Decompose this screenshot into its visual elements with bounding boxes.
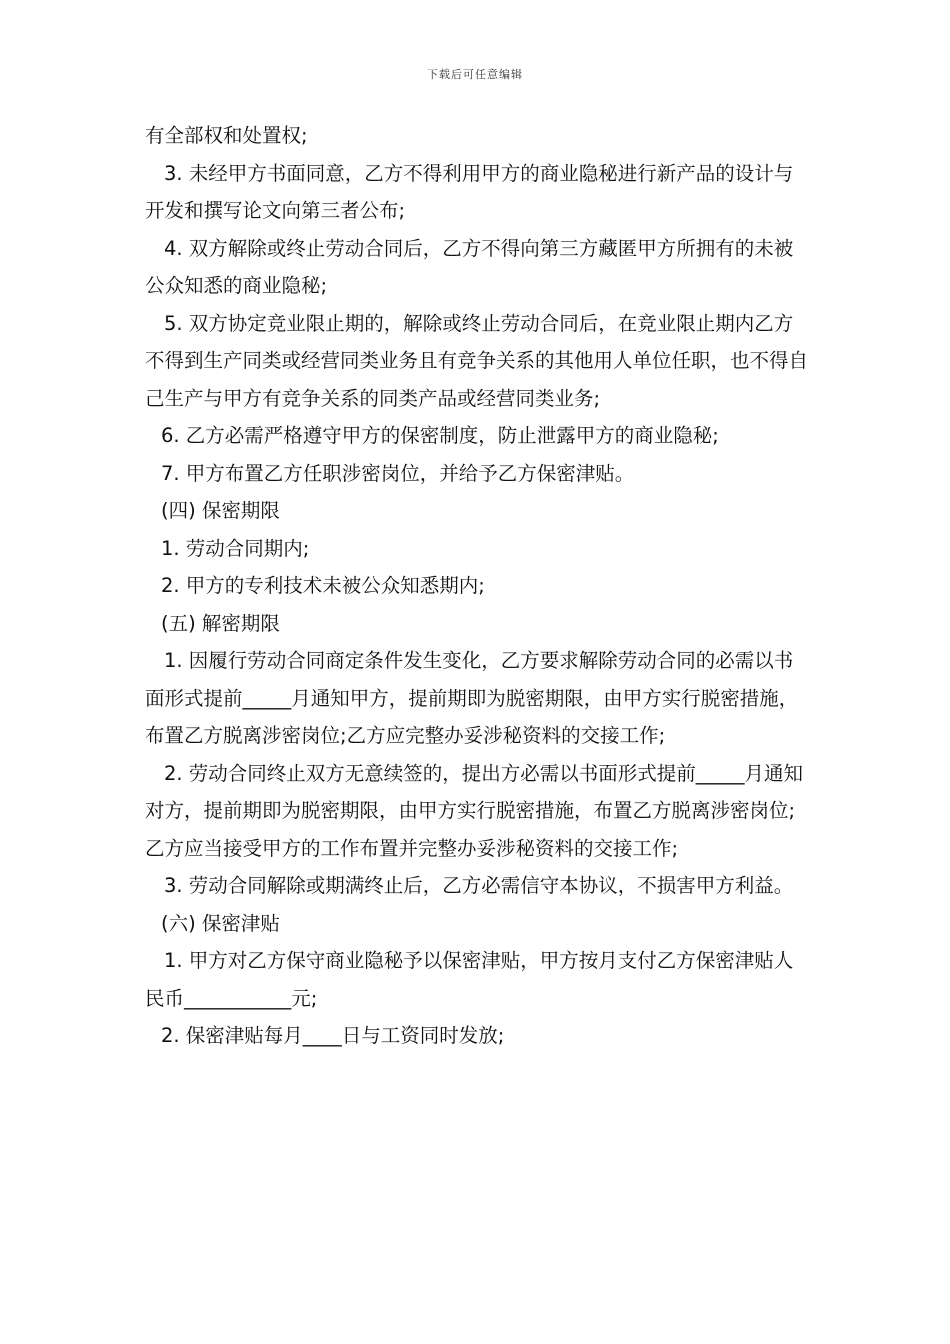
- paragraph-declassify-2: 2. 劳动合同终止双方无意续签的，提出方必需以书面形式提前_____月通知对方，提前期即为脱密期限，由甲方实行脱密措施，布置乙方脱离涉密岗位;乙方应当接受甲方的工作布置并完整办妥涉秘资料的交接工作;: [145, 761, 804, 860]
- paragraph-item-6: 6. 乙方必需严格遵守甲方的保密制度，防止泄露甲方的商业隐秘;: [161, 424, 719, 447]
- header-note: 下载后可任意编辑: [427, 68, 523, 81]
- paragraph-declassify-1: 1. 因履行劳动合同商定条件发生变化，乙方要求解除劳动合同的必需以书面形式提前_____月通知甲方，提前期即为脱密期限，由甲方实行脱密措施，布置乙方脱离涉密岗位;乙方应完整办妥涉秘资料的交接工作;: [145, 649, 799, 747]
- section-heading-4: (四) 保密期限: [161, 499, 280, 522]
- paragraph-declassify-3: 3. 劳动合同解除或期满终止后，乙方必需信守本协议，不损害甲方利益。: [164, 874, 794, 897]
- paragraph-allowance-1: 1. 甲方对乙方保守商业隐秘予以保密津贴，甲方按月支付乙方保密津贴人民币___________元;: [145, 949, 794, 1010]
- paragraph-term-2: 2. 甲方的专利技术未被公众知悉期内;: [161, 574, 485, 597]
- paragraph-allowance-2: 2. 保密津贴每月____日与工资同时发放;: [161, 1024, 505, 1047]
- section-heading-5: (五) 解密期限: [161, 611, 280, 635]
- paragraph-item-4: 4. 双方解除或终止劳动合同后，乙方不得向第三方藏匿甲方所拥有的未被公众知悉的商业隐秘;: [145, 236, 794, 297]
- paragraph-term-1: 1. 劳动合同期内;: [161, 536, 310, 560]
- paragraph-rights-continued: 有全部权和处置权;: [145, 124, 308, 147]
- document-body: [145, 117, 810, 1055]
- paragraph-item-3: 3. 未经甲方书面同意，乙方不得利用甲方的商业隐秘进行新产品的设计与开发和撰写论文向第三者公布;: [145, 161, 794, 222]
- paragraph-item-5: 5. 双方协定竞业限止期的，解除或终止劳动合同后，在竞业限止期内乙方不得到生产同类或经营同类业务且有竞争关系的其他用人单位任职，也不得自己生产与甲方有竞争关系的同类产品或经营同类业务;: [145, 311, 809, 410]
- paragraph-item-7: 7. 甲方布置乙方任职涉密岗位，并给予乙方保密津贴。: [161, 461, 635, 485]
- section-heading-6: (六) 保密津贴: [161, 911, 280, 935]
